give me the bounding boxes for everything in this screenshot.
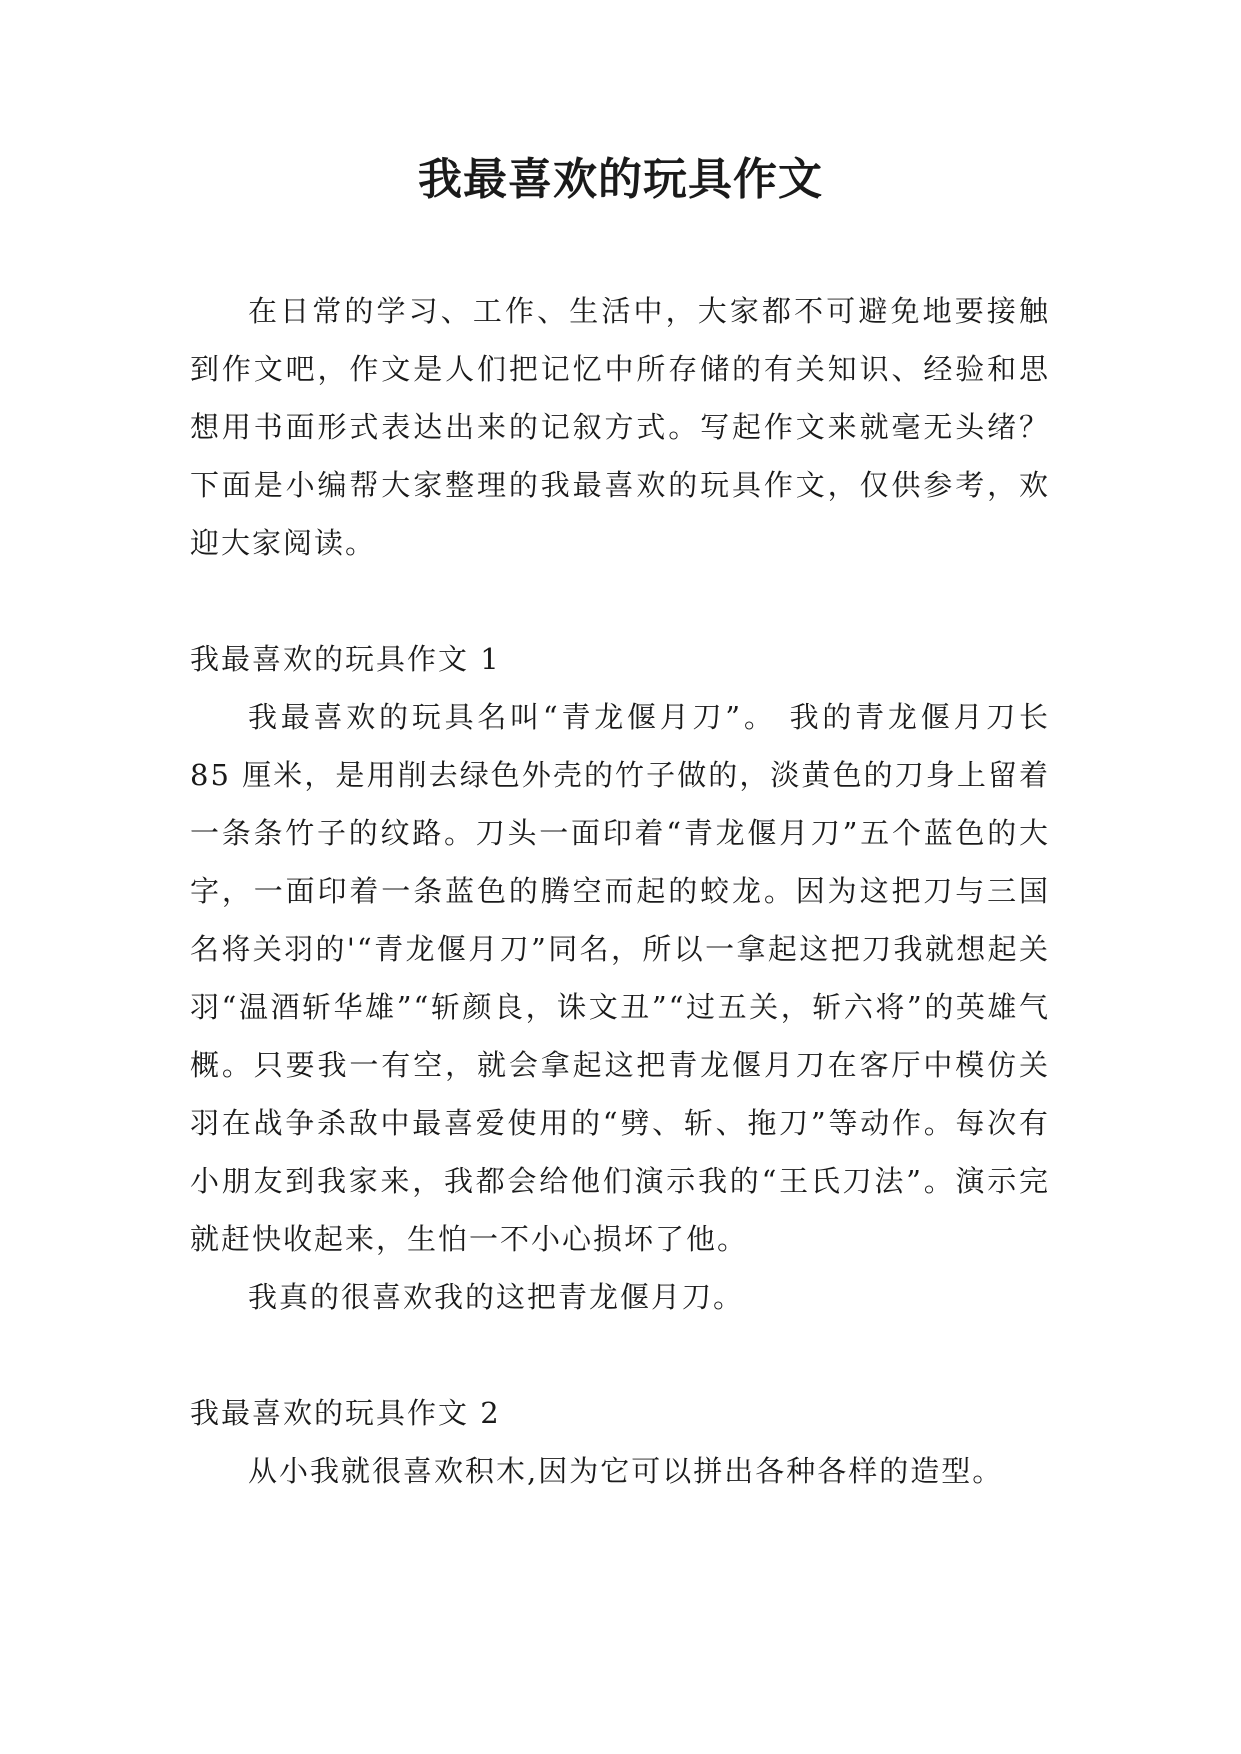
section-gap (190, 1326, 1050, 1384)
document-body (190, 282, 1050, 1500)
intro-paragraph: 在日常的学习、工作、生活中，大家都不可避免地要接触到作文吧，作文是人们把记忆中所存储的有关知识、经验和思想用书面形式表达出来的记叙方式。写起作文来就毫无头绪？下面是小编帮大家整理的我最喜欢的玩具作文，仅供参考，欢迎大家阅读。 (190, 294, 1050, 560)
section-heading-1: 我最喜欢的玩具作文 1 (190, 642, 501, 676)
section-1-paragraph-1: 我最喜欢的玩具名叫“青龙偃月刀”。 我的青龙偃月刀长 85 厘米，是用削去绿色外壳的竹子做的，淡黄色的刀身上留着一条条竹子的纹路。刀头一面印着“青龙偃月刀”五个蓝色的大字，一面印着一条蓝色的腾空而起的蛟龙。因为这把刀与三国名将关羽的'“青龙偃月刀”同名，所以一拿起这把刀我就想起关羽“温酒斩华雄”“斩颜良，诛文丑”“过五关，斩六将”的英雄气概。只要我一有空，就会拿起这把青龙偃月刀在客厅中模仿关羽在战争杀敌中最喜爱使用的“劈、斩、拖刀”等动作。每次有小朋友到我家来，我都会给他们演示我的“王氏刀法”。演示完就赶快收起来，生怕一不小心损坏了他。 (190, 700, 1050, 1256)
section-2-paragraph-1: 从小我就很喜欢积木,因为它可以拼出各种各样的造型。 (248, 1454, 1004, 1488)
section-gap (190, 572, 1050, 630)
page-title: 我最喜欢的玩具作文 (418, 154, 823, 205)
section-heading-2: 我最喜欢的玩具作文 2 (190, 1396, 501, 1430)
section-1-paragraph-2: 我真的很喜欢我的这把青龙偃月刀。 (248, 1280, 745, 1314)
